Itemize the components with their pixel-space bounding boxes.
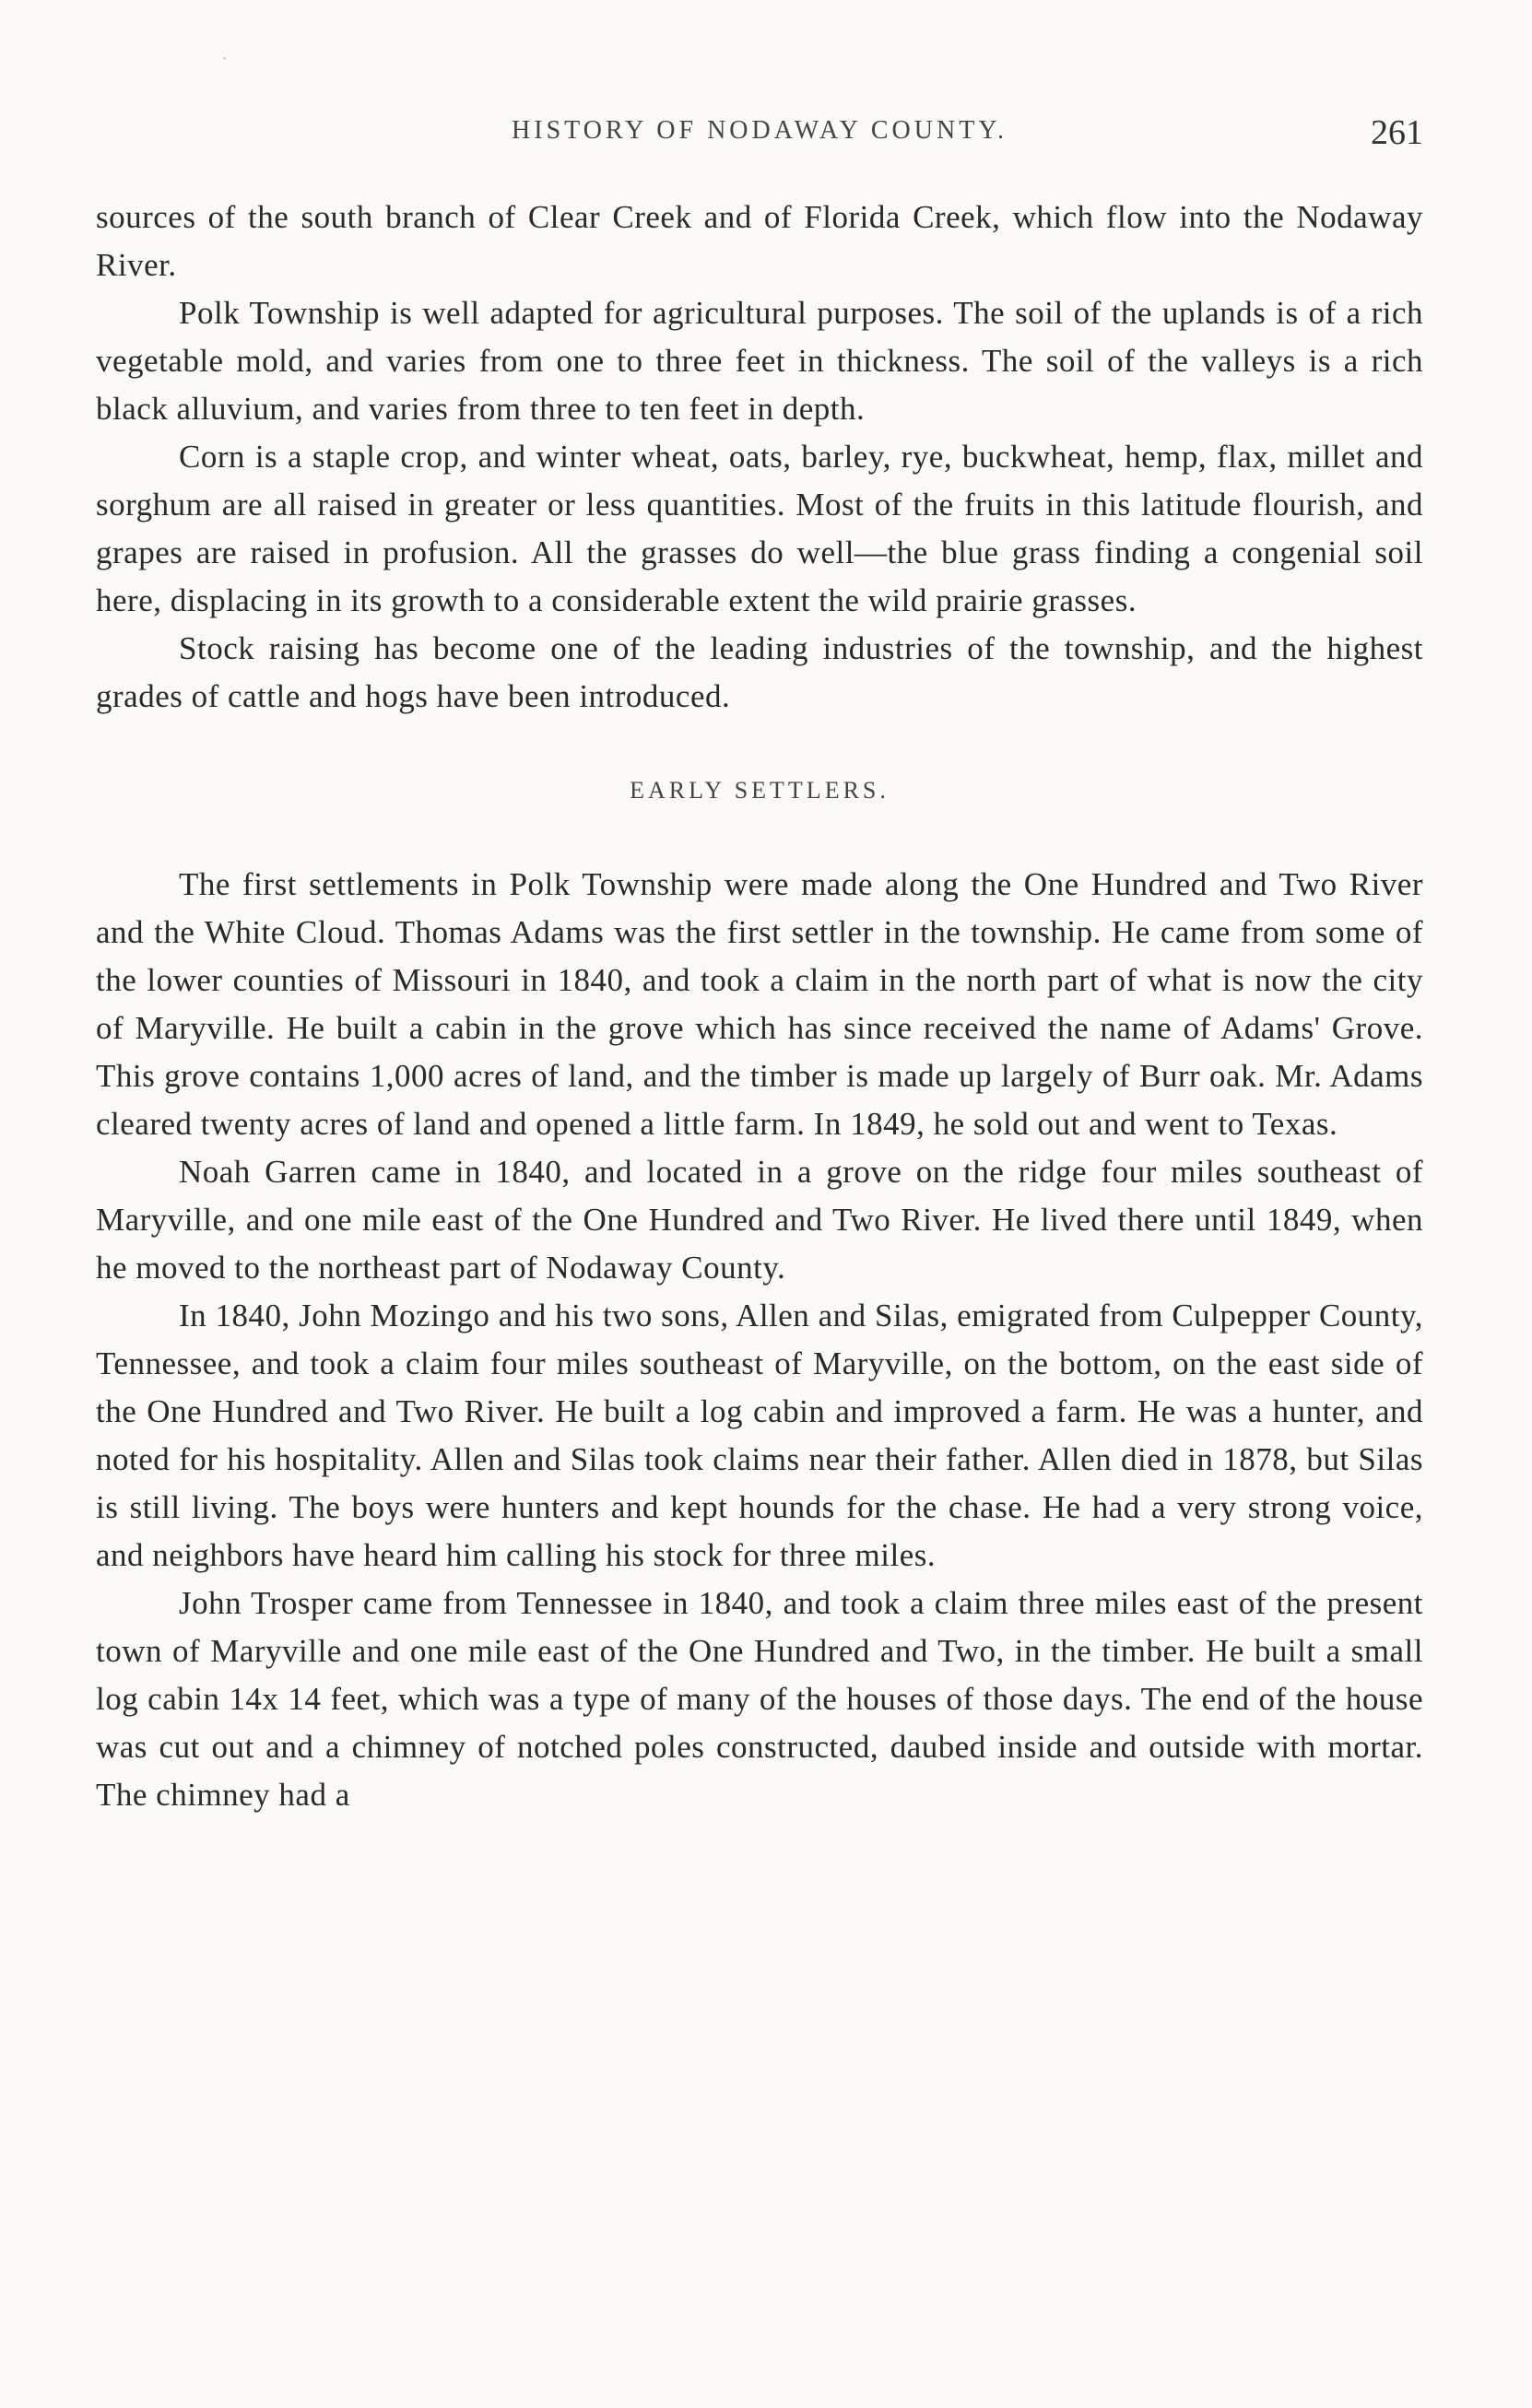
section-heading: EARLY SETTLERS. — [630, 777, 890, 804]
page-header — [96, 113, 1423, 162]
body-text — [96, 194, 1423, 1819]
paragraph: Polk Township is well adapted for agricultural purposes. The soil of the uplands is of a rich vegetable mold, and varies from one to three feet in thickness. The soil of the valleys is a rich black alluvium, and varies from three to ten feet in depth. — [96, 295, 1423, 427]
paragraph: John Trosper came from Tennessee in 1840, and took a claim three miles east of the present town of Maryville and one mile east of the One Hundred and Two, in the timber. He built a small log cabin 14x 14 feet, which was a type of many of the houses of those days. The end of the house was cut out and a chimney of notched poles constructed, daubed inside and outside with mortar. The chimney had a — [96, 1585, 1423, 1813]
paragraph: In 1840, John Mozingo and his two sons, Allen and Silas, emigrated from Culpepper County, Tennessee, and took a claim four miles southeast of Maryville, on the bottom, on the east side of the One Hundred and Two River. He built a log cabin and improved a farm. He was a hunter, and noted for his hospitality. Allen and Silas took claims near their father. Allen died in 1878, but Silas is still living. The boys were hunters and kept hounds for the chase. He had a very strong voice, and neighbors have heard him calling his stock for three miles. — [96, 1298, 1423, 1573]
running-title: HISTORY OF NODAWAY COUNTY. — [512, 116, 1008, 145]
page-number: 261 — [1371, 113, 1423, 152]
paper-speck — [223, 57, 226, 60]
paragraph: Noah Garren came in 1840, and located in a grove on the ridge four miles southeast of Maryville, and one mile east of the One Hundred and Two River. He lived there until 1849, when he moved to the northeast part of Nodaway County. — [96, 1154, 1423, 1286]
paragraph: The first settlements in Polk Township were made along the One Hundred and Two River and the White Cloud. Thomas Adams was the first settler in the township. He came from some of the lower counties of Missouri in 1840, and took a claim in the north part of what is now the city of Maryville. He built a cabin in the grove which has since received the name of Adams' Grove. This grove contains 1,000 acres of land, and the timber is made up largely of Burr oak. Mr. Adams cleared twenty acres of land and opened a little farm. In 1849, he sold out and went to Texas. — [96, 866, 1423, 1142]
paragraph: sources of the south branch of Clear Creek and of Florida Creek, which flow into the Nodaway River. — [96, 199, 1423, 283]
paragraph: Stock raising has become one of the leading industries of the township, and the highest grades of cattle and hogs have been introduced. — [96, 630, 1423, 714]
paragraph: Corn is a staple crop, and winter wheat, oats, barley, rye, buckwheat, hemp, flax, millet and sorghum are all raised in greater or less quantities. Most of the fruits in this latitude flourish, and grapes are raised in profusion. All the grasses do well—the blue grass finding a congenial soil here, displacing in its growth to a considerable extent the wild prairie grasses. — [96, 439, 1423, 618]
